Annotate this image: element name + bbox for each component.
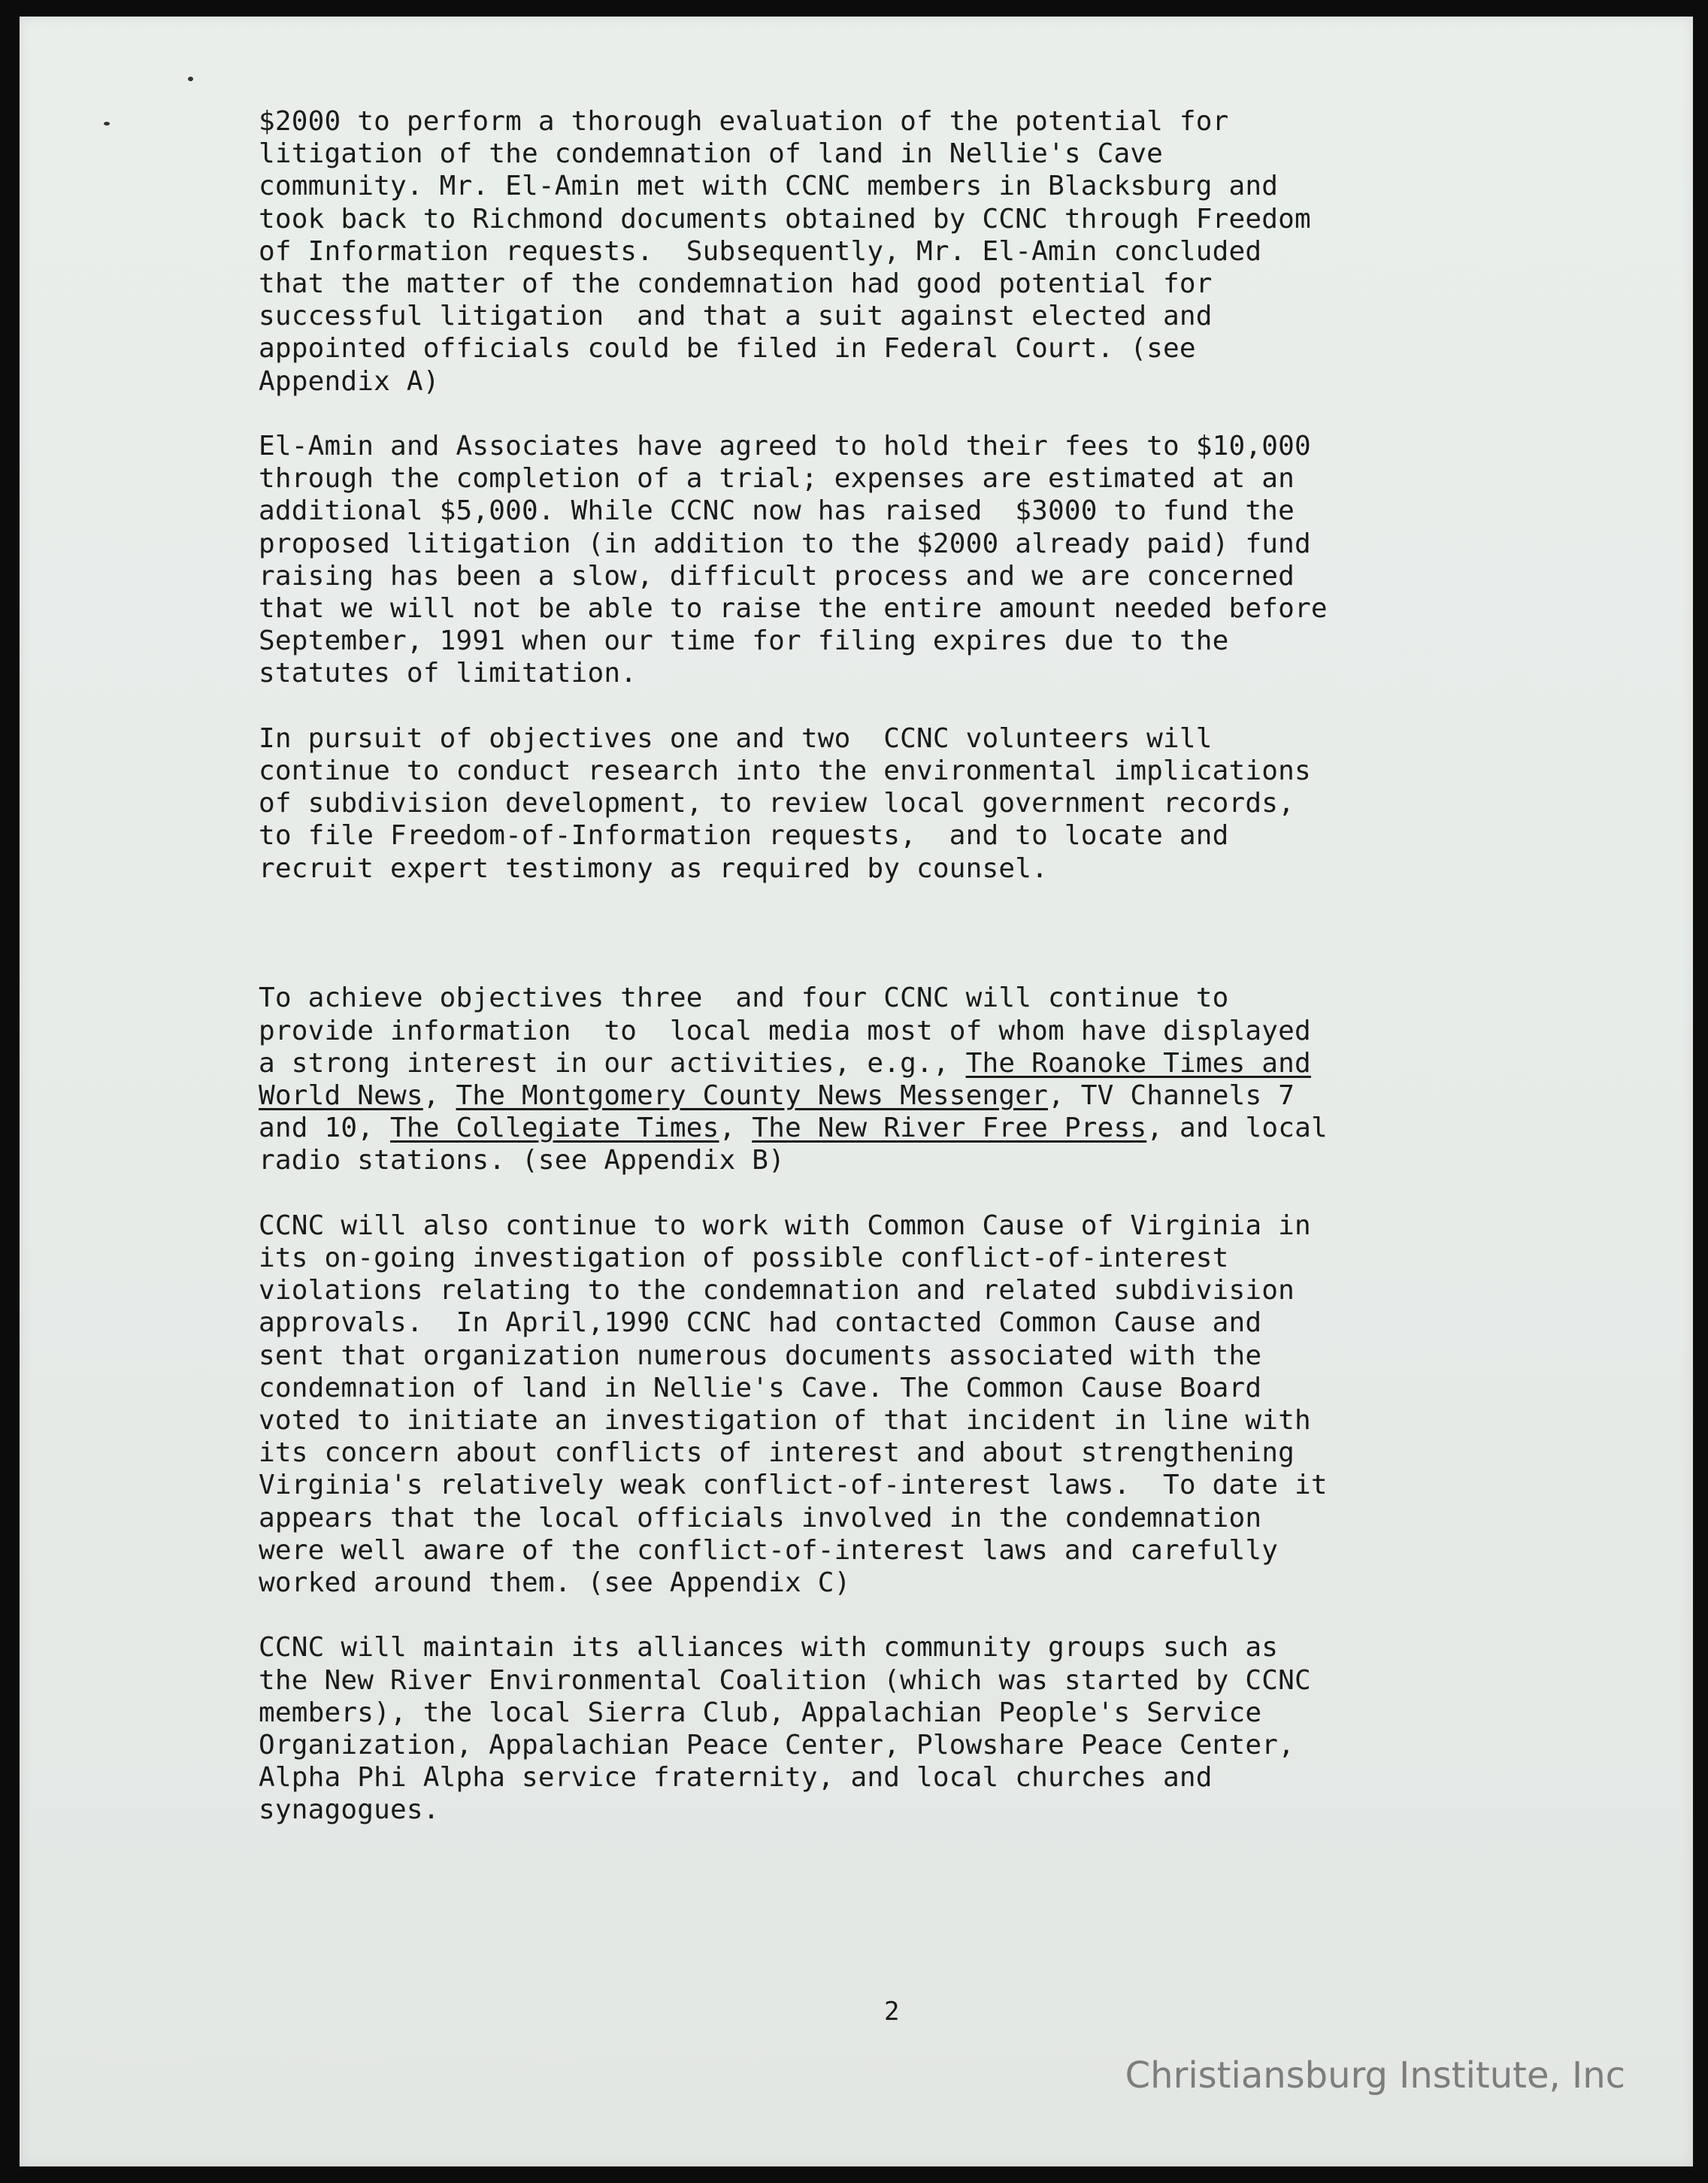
page-number: 2 [884,1997,900,2027]
document-body [259,105,1642,1859]
scan-speck [188,77,193,81]
watermark-text: Christiansburg Institute, Inc [1125,2054,1625,2097]
paragraph-objectives-one-two: In pursuit of objectives one and two CCNC volunteers will continue to conduct research into the environmental implications of subdivision development, to review local government records, to file Freedom-of-Information requests, and to locate and recruit expert testimony as required by counsel. [259,722,1311,884]
newspaper-title: The Montgomery County News Messenger [456,1080,1048,1112]
paragraph-fees: El-Amin and Associates have agreed to hold their fees to $10,000 through the completion of a trial; expenses are estimated at an additional $5,000. While CCNC now has raised $3000 to fund the proposed litigation (in addition to the $2000 already paid) fund raising has been a slow, difficult process and we are concerned that we will not be able to raise the entire amount needed before September, 1991 when our time for filing expires due to the statutes of limitation. [259,431,1328,689]
newspaper-title: World News [259,1080,423,1112]
paragraph-common-cause: CCNC will also continue to work with Common Cause of Virginia in its on-going investigation of possible conflict-of-interest violations relating to the condemnation and related subdivision approvals. In April,1990 CCNC had contacted Common Cause and sent that organization numerous documents associated with the condemnation of land in Nellie's Cave. The Common Cause Board voted to initiate an investigation of that incident in line with its concern about conflicts of interest and about strengthening Virginia's relatively weak conflict-of-interest laws. To date it appears that the local officials involved in the condemnation were well aware of the conflict-of-interest laws and carefully worked around them. (see Appendix C) [259,1210,1328,1599]
paragraph-litigation-evaluation: $2000 to perform a thorough evaluation of the potential for litigation of the condemnation of land in Nellie's Cave community. Mr. El-Amin met with CCNC members in Blacksburg and took back to Richmond documents obtained by CCNC through Freedom of Information requests. Subsequently, Mr. El-Amin concluded that the matter of the condemnation had good potential for successful litigation and that a suit against elected and appointed officials could be filed in Federal Court. (see Appendix A) [259,106,1311,397]
newspaper-title: The Roanoke Times and [965,1047,1311,1079]
newspaper-title: The Collegiate Times [390,1113,719,1144]
scan-speck [104,122,110,126]
paragraph-media: To achieve objectives three and four CCNC will continue to provide information to local media most of whom have displayed a strong interest in our activities, e.g., The Roanoke Times and World News, The Montgomery County News Messenger, TV Channels 7 and 10, The Collegiate Times, The New River Free Press, and local radio stations. (see Appendix B) [259,983,1328,1176]
paragraph-alliances: CCNC will maintain its alliances with community groups such as the New River Environmental Coalition (which was started by CCNC members), the local Sierra Club, Appalachian People's Service Organization, Appalachian Peace Center, Plowshare Peace Center, Alpha Phi Alpha service fraternity, and local churches and synagogues. [259,1632,1311,1826]
newspaper-title: The New River Free Press [752,1113,1147,1144]
